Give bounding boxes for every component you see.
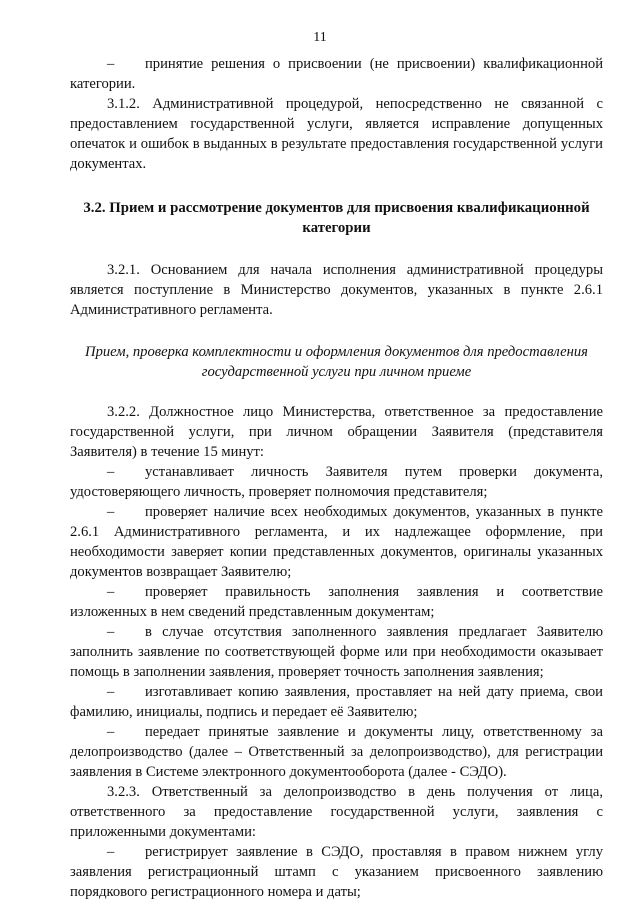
paragraph-3-2-2: 3.2.2. Должностное лицо Министерства, ответственное за предоставление государственной услуги, при личном обращении Заявителя (представителя Заявителя) в течение 15 минут: [70, 404, 603, 460]
list-item-identity: – устанавливает личность Заявителя путем проверки документа, удостоверяющего личность, проверяет полномочия представителя; [70, 464, 603, 500]
list-item-register: – регистрирует заявление в СЭДО, проставляя в правом нижнем углу заявления регистрационный штамп с указанием присвоенного заявлению порядкового регистрационного номера и даты; [70, 844, 603, 900]
list-item-fill-application: – в случае отсутствия заполненного заявления предлагает Заявителю заполнить заявление по соответствующей форме или при необходимости оказывает помощь в заполнении заявления, проверяет точность заполнения заявления; [70, 624, 603, 680]
paragraph-3-2-1: 3.2.1. Основанием для начала исполнения административной процедуры является поступление в Министерство документов, указанных в пункте 2.6.1 Административного регламента. [70, 262, 603, 318]
list-item-check-application: – проверяет правильность заполнения заявления и соответствие изложенных в нем сведений представленным документам; [70, 584, 603, 620]
paragraph-3-1-2: 3.1.2. Административной процедурой, непосредственно не связанной с предоставлением государственной услуги, является исправление допущенных опечаток и ошибок в выданных в результате предоставления государственной услуги документах. [70, 96, 603, 172]
dash-marker: – [107, 584, 115, 600]
list-item-transfer-documents: – передает принятые заявление и документы лицу, ответственному за делопроизводство (далее – Ответственный за делопроизводство), для регистрации заявления в Системе электронного документооборота (далее - СЭДО). [70, 724, 603, 780]
subsection-heading: Прием, проверка комплектности и оформления документов для предоставления государственной услуги при личном приеме [85, 344, 588, 380]
list-item-check-documents: – проверяет наличие всех необходимых документов, указанных в пункте 2.6.1 Административного регламента, и их надлежащее оформление, при необходимости заверяет копии представленных документов, оригиналы указанных документов возвращает Заявителю; [70, 504, 603, 580]
paragraph-3-2-3: 3.2.3. Ответственный за делопроизводство в день получения от лица, ответственного за предоставление государственной услуги, заявления с приложенными документами: [70, 784, 603, 840]
dash-marker: – [107, 724, 115, 740]
dash-marker: – [107, 844, 115, 860]
dash-marker: – [107, 464, 115, 480]
dash-marker: – [107, 684, 115, 700]
page-number: 11 [313, 30, 327, 45]
dash-marker: – [107, 56, 115, 72]
dash-marker: – [107, 624, 115, 640]
dash-marker: – [107, 504, 115, 520]
list-item-copy-application: – изготавливает копию заявления, проставляет на ней дату приема, свои фамилию, инициалы, подпись и передает её Заявителю; [70, 684, 603, 720]
list-item-decision: – принятие решения о присвоении (не присвоении) квалификационной категории. [70, 56, 603, 92]
document-body [70, 54, 603, 902]
section-heading-3-2: 3.2. Прием и рассмотрение документов для присвоения квалификационной категории [83, 200, 590, 236]
